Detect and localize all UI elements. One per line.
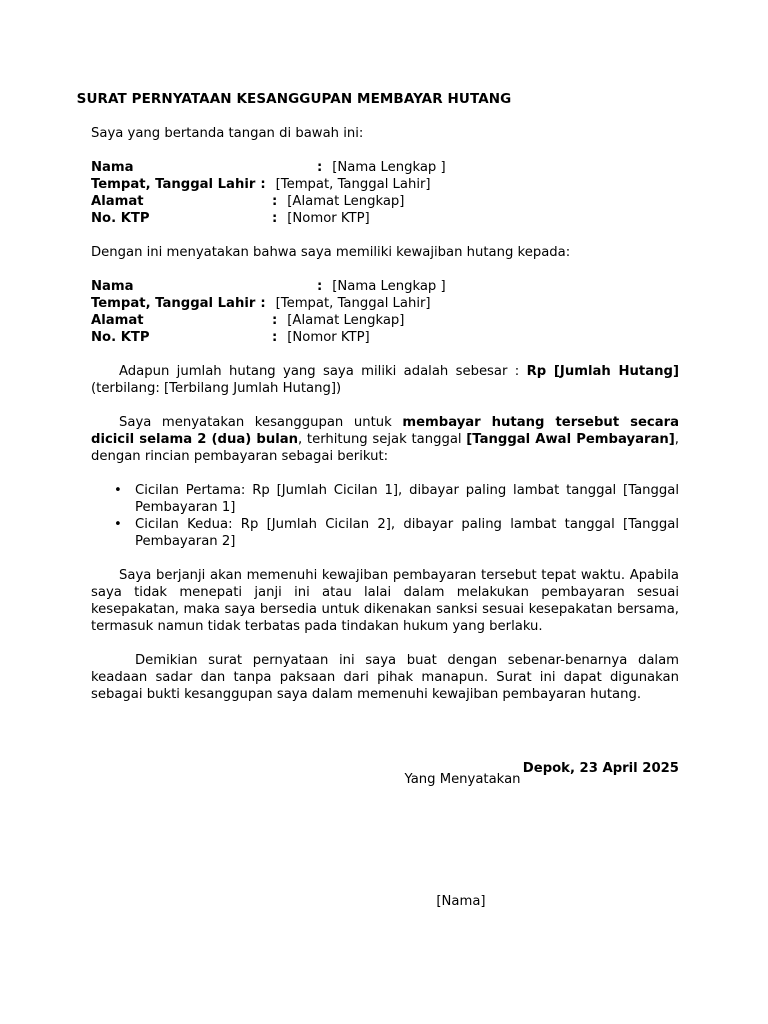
amount-paragraph (91, 363, 679, 397)
opening-line: Saya yang bertanda tangan di bawah ini: (91, 126, 364, 141)
detail-label-alamat: Alamat (91, 313, 144, 328)
document-body (91, 125, 679, 703)
promise-paragraph: Saya berjanji akan memenuhi kewajiban pembayaran tersebut tepat waktu. Apabila saya tidak menepati janji ini atau lalai dalam melakukan pembayaran sesuai kesepakatan, maka saya bersedia untuk dikenakan sanksi sesuai kesepakatan bersama, termasuk namun tidak terbatas pada tindakan hukum yang berlaku. (91, 568, 679, 634)
list-item (91, 516, 679, 550)
closing-paragraph: Demikian surat pernyataan ini saya buat dengan sebenar-benarnya dalam keadaan sadar dan tanpa paksaan dari pihak manapun. Surat ini dapat digunakan sebagai bukti kesanggupan saya dalam memenuhi kewajiban pembayaran hutang. (91, 653, 679, 702)
detail-separator: : (272, 194, 278, 209)
detail-separator: : (272, 330, 278, 345)
spacer (91, 465, 679, 482)
signature-name-row (91, 893, 679, 910)
signature-title: Yang Menyatakan (404, 772, 521, 787)
spacer (91, 346, 679, 363)
detail-value-no-ktp: [Nomor KTP] (287, 211, 370, 226)
detail-separator: : (260, 177, 266, 192)
signature-title-row (91, 771, 679, 788)
spacer (91, 142, 679, 159)
detail-row (91, 278, 679, 295)
detail-row (91, 329, 679, 346)
installment-part-3: , dengan rincian pembayaran sebagai berikut: (91, 432, 679, 464)
signature-place-date: Depok, 23 April 2025 (522, 761, 679, 776)
signature-name: [Nama] (436, 894, 486, 909)
detail-separator: : (317, 279, 323, 294)
detail-row (91, 210, 679, 227)
detail-separator: : (317, 160, 323, 175)
spacer (91, 261, 679, 278)
detail-row (91, 193, 679, 210)
bullet-icon: • (114, 483, 122, 498)
declarant-details-block (91, 159, 679, 227)
installment-part-2: , terhitung sejak tanggal (298, 432, 467, 447)
detail-value-nama: [Nama Lengkap ] (332, 279, 446, 294)
detail-label-nama: Nama (91, 160, 134, 175)
page-title: SURAT PERNYATAAN KESANGGUPAN MEMBAYAR HUTANG (76, 91, 512, 107)
amount-value: Rp [Jumlah Hutang] (526, 364, 679, 379)
detail-value-nama: [Nama Lengkap ] (332, 160, 446, 175)
detail-label-tempat-tanggal-lahir: Tempat, Tanggal Lahir (91, 296, 256, 311)
spacer (91, 397, 679, 414)
installment-bold-terms: membayar hutang tersebut secara dicicil selama 2 (dua) bulan (91, 415, 680, 447)
detail-separator: : (272, 211, 278, 226)
spacer (91, 550, 679, 567)
spacer (91, 635, 679, 652)
detail-value-tempat-tanggal-lahir: [Tempat, Tanggal Lahir] (275, 296, 431, 311)
creditor-details-block (91, 278, 679, 346)
detail-label-no-ktp: No. KTP (91, 211, 150, 226)
detail-label-nama: Nama (91, 279, 134, 294)
list-item-text: Cicilan Kedua: Rp [Jumlah Cicilan 2], dibayar paling lambat tanggal [Tanggal Pembayaran 2] (135, 517, 679, 549)
detail-label-tempat-tanggal-lahir: Tempat, Tanggal Lahir (91, 177, 256, 192)
detail-value-alamat: [Alamat Lengkap] (287, 194, 405, 209)
detail-row (91, 295, 679, 312)
detail-value-tempat-tanggal-lahir: [Tempat, Tanggal Lahir] (275, 177, 431, 192)
detail-label-alamat: Alamat (91, 194, 144, 209)
list-item (91, 482, 679, 516)
detail-separator: : (260, 296, 266, 311)
detail-row (91, 159, 679, 176)
detail-value-no-ktp: [Nomor KTP] (287, 330, 370, 345)
installment-start-date: [Tanggal Awal Pembayaran] (466, 432, 675, 447)
detail-label-no-ktp: No. KTP (91, 330, 150, 345)
installment-part-1: Saya menyatakan kesanggupan untuk (119, 415, 403, 430)
amount-paragraph-tail: (terbilang: [Terbilang Jumlah Hutang]) (91, 381, 342, 396)
installment-list (91, 482, 679, 550)
detail-separator: : (272, 313, 278, 328)
installment-paragraph (91, 414, 679, 465)
bullet-icon: • (114, 517, 122, 532)
detail-row (91, 312, 679, 329)
creditor-intro-line: Dengan ini menyatakan bahwa saya memiliki kewajiban hutang kepada: (91, 245, 571, 260)
detail-value-alamat: [Alamat Lengkap] (287, 313, 405, 328)
detail-row (91, 176, 679, 193)
amount-paragraph-lead: Adapun jumlah hutang yang saya miliki adalah sebesar : (119, 364, 527, 379)
spacer (91, 227, 679, 244)
list-item-text: Cicilan Pertama: Rp [Jumlah Cicilan 1], dibayar paling lambat tanggal [Tanggal Pembayaran 1] (135, 483, 679, 515)
